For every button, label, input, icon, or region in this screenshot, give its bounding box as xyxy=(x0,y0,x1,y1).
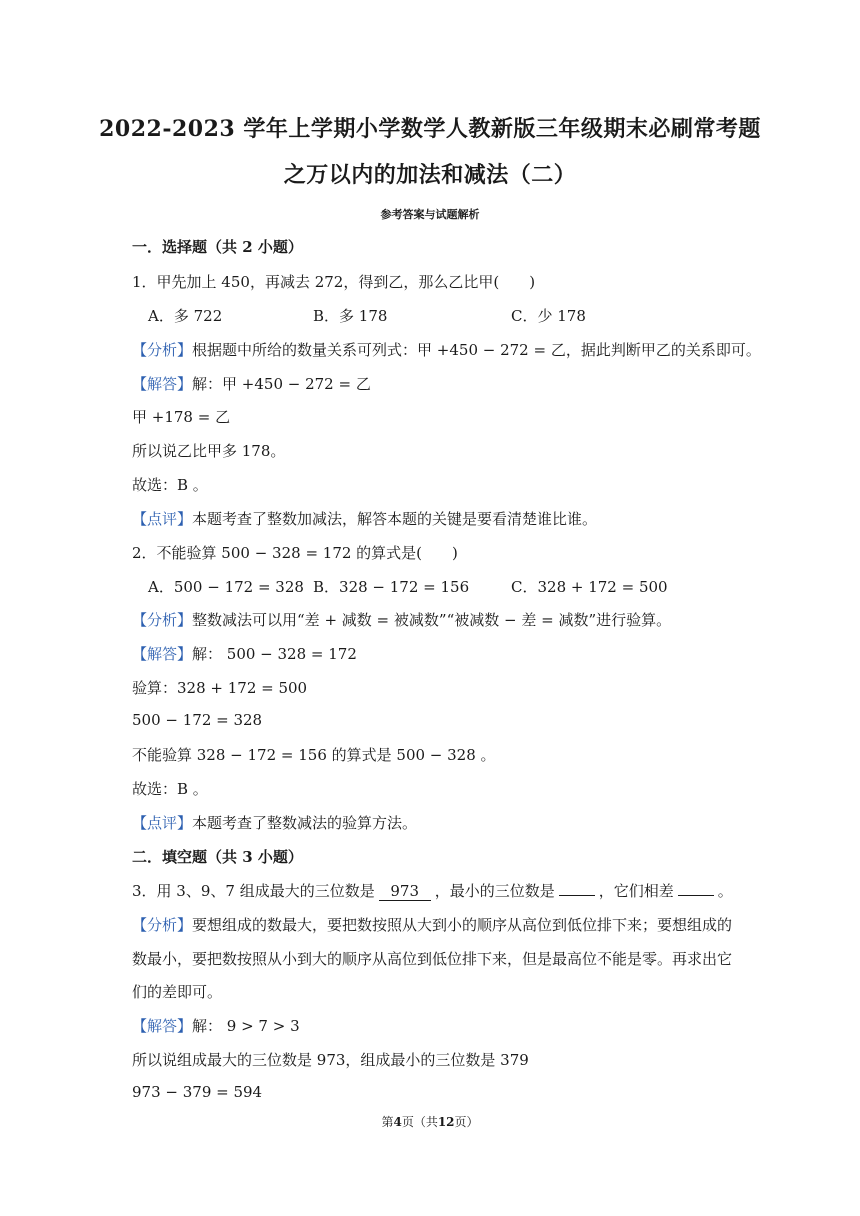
q1-answer-text: 解：甲 +450 − 272 = 乙 xyxy=(192,375,371,393)
q2-analysis-text: 整数减法可以用“差 + 减数 = 被减数”“被减数 − 差 = 减数”进行验算。 xyxy=(192,611,672,629)
q2-option-b: B．328 − 172 = 156 xyxy=(313,578,470,596)
footer-suffix: 页） xyxy=(454,1115,479,1129)
q3-analysis xyxy=(132,914,732,935)
q3-blank-largest: 973 xyxy=(379,883,431,901)
q3-blank-smallest xyxy=(559,895,595,896)
q1-analysis-text: 根据题中所给的数量关系可列式：甲 +450 − 272 = 乙，据此判断甲乙的关系即可。 xyxy=(192,341,761,359)
q3-stem-part-c: ，它们相差 xyxy=(598,882,674,900)
current-page-number: 4 xyxy=(393,1115,402,1129)
q1-solution-line4: 故选：B 。 xyxy=(132,476,208,494)
review-tag: 【点评】 xyxy=(132,510,193,528)
analysis-tag: 【分析】 xyxy=(132,611,193,629)
footer-prefix: 第 xyxy=(381,1115,394,1129)
answer-tag: 【解答】 xyxy=(132,1017,193,1035)
question-1-stem: 1．甲先加上 450，再减去 272，得到乙，那么乙比甲( ) xyxy=(132,273,536,291)
q1-solution-line2: 甲 +178 = 乙 xyxy=(132,408,231,426)
question-2-options xyxy=(148,576,668,597)
total-page-number: 12 xyxy=(437,1115,455,1129)
document-subtitle: 参考答案与试题解析 xyxy=(380,208,480,221)
q1-solution-line3: 所以说乙比甲多 178。 xyxy=(132,442,286,460)
section-heading-choice: 一．选择题（共 2 小题） xyxy=(132,238,303,256)
question-3-stem xyxy=(132,880,733,901)
q2-answer xyxy=(132,643,357,664)
answer-tag: 【解答】 xyxy=(132,645,193,663)
q1-review xyxy=(132,508,597,529)
document-title-line1: 2022-2023 学年上学期小学数学人教新版三年级期末必刷常考题 xyxy=(99,116,761,142)
q3-answer-text: 解： 9 > 7 > 3 xyxy=(192,1017,300,1035)
answer-tag: 【解答】 xyxy=(132,375,193,393)
q1-option-a: A．多 722 xyxy=(148,307,223,325)
page-footer xyxy=(0,1113,860,1130)
q3-solution-line3: 973 − 379 = 594 xyxy=(132,1083,263,1101)
q1-analysis xyxy=(132,339,761,360)
q2-solution-line5: 故选：B 。 xyxy=(132,780,208,798)
q3-analysis-line1: 要想组成的数最大，要把数按照从大到小的顺序从高位到低位排下来；要想组成的 xyxy=(192,916,733,934)
q2-solution-line2: 验算：328 + 172 = 500 xyxy=(132,679,308,697)
q2-option-c: C．328 + 172 = 500 xyxy=(511,578,668,596)
review-tag: 【点评】 xyxy=(132,814,193,832)
q3-answer xyxy=(132,1015,300,1036)
q1-option-b: B．多 178 xyxy=(313,307,388,325)
document-title-line2: 之万以内的加法和减法（二） xyxy=(283,162,577,188)
q3-analysis-line3: 们的差即可。 xyxy=(132,983,223,1001)
q2-option-a: A．500 − 172 = 328 xyxy=(148,578,304,596)
q3-stem-part-d: 。 xyxy=(717,882,733,900)
footer-middle: 页（共 xyxy=(401,1115,438,1129)
question-2-stem: 2．不能验算 500 − 328 = 172 的算式是( ) xyxy=(132,544,458,562)
section-heading-fill: 二．填空题（共 3 小题） xyxy=(132,848,303,866)
analysis-tag: 【分析】 xyxy=(132,916,193,934)
question-1-options xyxy=(148,305,586,326)
q2-solution-line3: 500 − 172 = 328 xyxy=(132,711,263,729)
q3-analysis-line2: 数最小，要把数按照从小到大的顺序从高位到低位排下来，但是最高位不能是零。再求出它 xyxy=(132,950,733,968)
q2-review xyxy=(132,812,417,833)
q2-solution-line4: 不能验算 328 − 172 = 156 的算式是 500 − 328 。 xyxy=(132,746,496,764)
q3-stem-part-a: 3．用 3、9、7 组成最大的三位数是 xyxy=(132,882,375,900)
q2-analysis xyxy=(132,609,671,630)
q1-answer xyxy=(132,373,371,394)
q2-answer-text: 解： 500 − 328 = 172 xyxy=(192,645,357,663)
q2-review-text: 本题考查了整数减法的验算方法。 xyxy=(192,814,418,832)
q1-option-c: C．少 178 xyxy=(511,307,586,325)
q3-blank-difference xyxy=(678,895,714,896)
analysis-tag: 【分析】 xyxy=(132,341,193,359)
q3-solution-line2: 所以说组成最大的三位数是 973，组成最小的三位数是 379 xyxy=(132,1051,529,1069)
q1-review-text: 本题考查了整数加减法，解答本题的关键是要看清楚谁比谁。 xyxy=(192,510,598,528)
q3-stem-part-b: ，最小的三位数是 xyxy=(434,882,555,900)
